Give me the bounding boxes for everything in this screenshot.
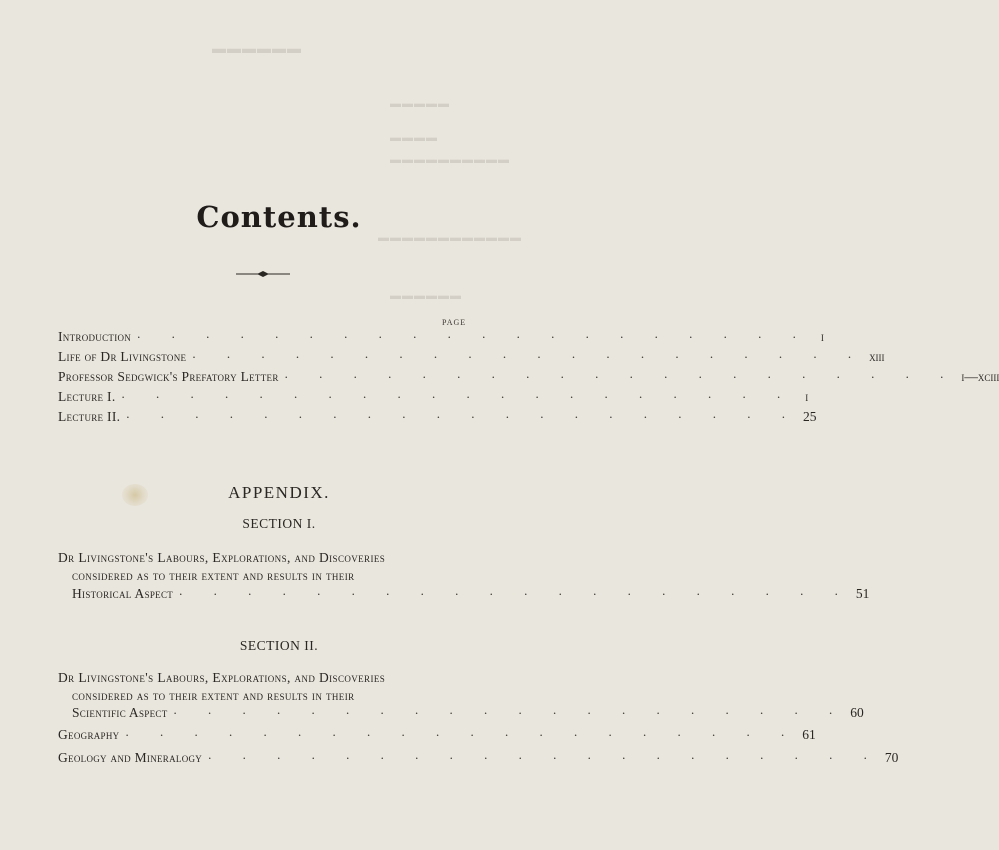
show-through-texture: ▬▬▬▬ [390, 132, 438, 144]
toc-entry-page: i [805, 389, 809, 404]
toc-entry-scientific-aspect[interactable] [72, 702, 864, 721]
section-1-heading: SECTION I. [242, 516, 316, 531]
ornament-divider [236, 269, 290, 279]
section-2-heading: SECTION II. [239, 638, 319, 653]
appendix-heading: APPENDIX. [228, 483, 330, 502]
leader-dots: . . . . . . . . . . . . . . . . . . . . [208, 747, 881, 762]
toc-entry-label: Lecture I. [58, 389, 116, 404]
toc-entry-page: 61 [802, 727, 816, 742]
toc-entry-label: Scientific Aspect [72, 705, 168, 720]
leader-dots: . . . . . . . . . . . . . . . . . . . . [121, 386, 795, 401]
leader-dots: . . . . . . . . . . . . . . . . . . . . [179, 583, 852, 598]
section-1-line-2: considered as to their extent and results in their [72, 568, 355, 583]
toc-entry-label: Lecture II. [58, 409, 121, 424]
leader-dots: . . . . . . . . . . . . . . . . . . . . [173, 702, 847, 717]
toc-entry-geography[interactable] [58, 724, 816, 743]
toc-entry-page: i [820, 329, 824, 344]
section-1-line-1: Dr Livingstone's Labours, Explorations, and Discoveries [58, 550, 386, 565]
leader-dots: . . . . . . . . . . . . . . . . . . . . [125, 724, 799, 739]
leader-dots: . . . . . . . . . . . . . . . . . . . . [126, 406, 800, 421]
show-through-texture: ▬▬▬▬▬ [390, 98, 450, 110]
toc-entry-page: 70 [884, 750, 899, 765]
section-2-line-1: Dr Livingstone's Labours, Explorations, and Discoveries [58, 670, 386, 685]
show-through-texture: ▬▬▬▬▬▬ [212, 42, 302, 57]
toc-entry-page: i—xciii [961, 369, 999, 384]
toc-entry-lecture-1[interactable] [58, 386, 809, 405]
toc-entry-page: xiii [869, 349, 885, 364]
leader-dots: . . . . . . . . . . . . . . . . . . . . [192, 346, 866, 361]
toc-entry-label: Introduction [58, 329, 132, 344]
toc-entry-introduction[interactable] [58, 326, 824, 345]
toc-entry-historical-aspect[interactable] [72, 583, 870, 602]
toc-entry-life[interactable] [58, 346, 885, 365]
show-through-texture: ▬▬▬▬▬▬▬▬▬▬ [390, 154, 510, 166]
toc-entry-prefatory-letter[interactable] [58, 366, 999, 385]
toc-entry-lecture-2[interactable] [58, 406, 817, 425]
toc-entry-label: Professor Sedgwick's Prefatory Letter [58, 369, 279, 384]
toc-entry-page: 25 [803, 409, 817, 424]
toc-entry-label: Geography [58, 727, 120, 742]
leader-dots: . . . . . . . . . . . . . . . . . . . . [284, 366, 958, 381]
toc-entry-label: Life of Dr Livingstone [58, 349, 187, 364]
toc-entry-page: 51 [855, 586, 870, 601]
toc-entry-label: Historical Aspect [72, 586, 174, 601]
section-2-line-2: considered as to their extent and results in their [72, 688, 355, 703]
toc-entry-page: 60 [850, 705, 864, 720]
leader-dots: . . . . . . . . . . . . . . . . . . . . [137, 326, 810, 341]
show-through-texture: ▬▬▬▬▬▬▬▬▬▬▬▬ [378, 232, 522, 244]
toc-entry-geology[interactable] [58, 747, 899, 766]
page-column-label: PAGE [442, 318, 467, 327]
show-through-texture: ▬▬▬▬▬▬ [390, 290, 462, 302]
toc-entry-label: Geology and Mineralogy [58, 750, 203, 765]
page-title: Contents. [196, 200, 362, 234]
